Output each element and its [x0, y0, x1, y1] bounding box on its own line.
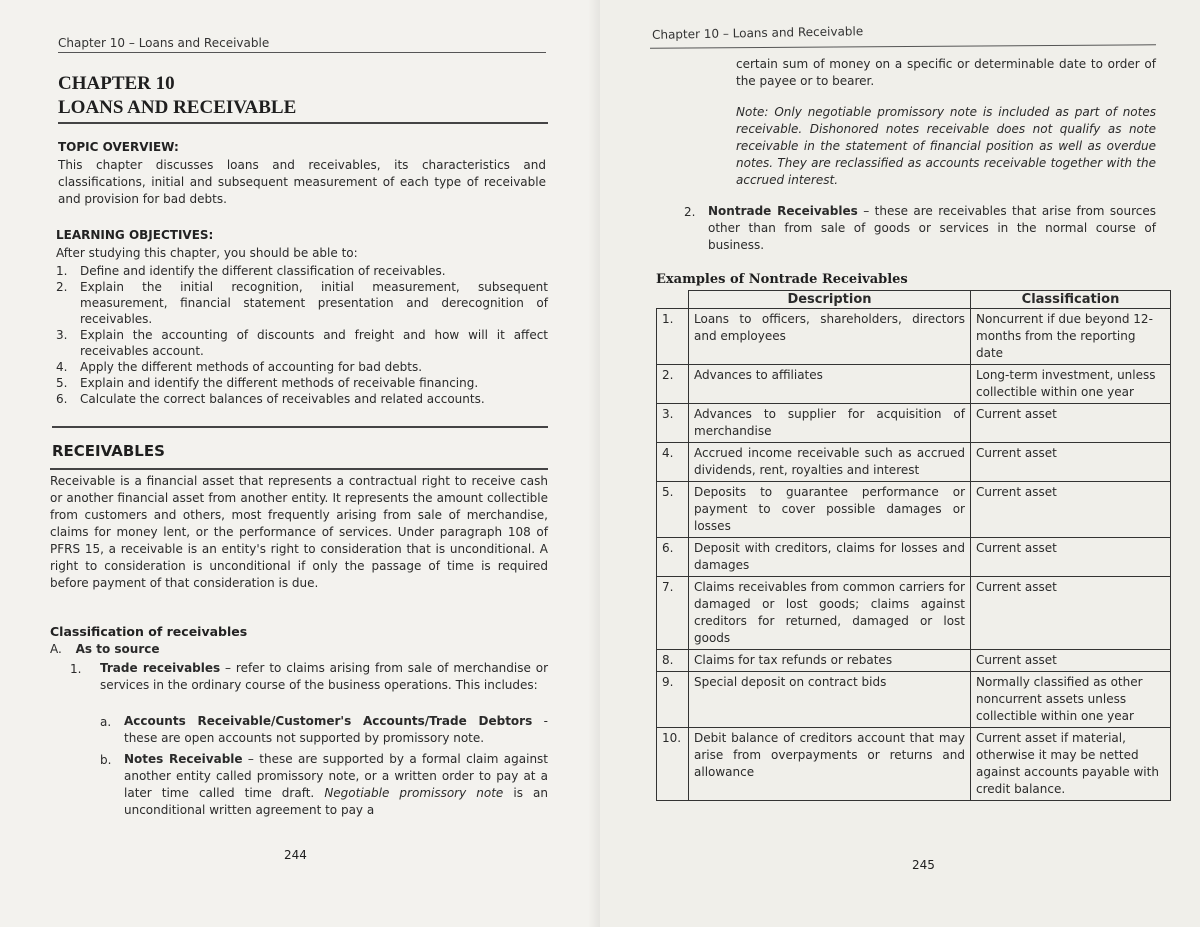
learning-objectives-intro: After studying this chapter, you should be able to:	[56, 246, 358, 260]
topic-overview-text: This chapter discusses loans and receivables, its characteristics and classifications, initial and subsequent measurement of each type of receivable and provision for bad debts.	[58, 158, 546, 206]
table-row: 2. Advances to affiliates Long-term investment, unless collectible within one year	[657, 365, 1171, 404]
table-row: 5. Deposits to guarantee performance or payment to cover possible damages or losses Current asset	[657, 482, 1171, 538]
title-rule	[58, 122, 548, 124]
chapter-title	[58, 72, 548, 120]
table-row: 6. Deposit with creditors, claims for losses and damages Current asset	[657, 538, 1171, 577]
running-head-left: Chapter 10 – Loans and Receivable	[58, 36, 270, 50]
list-item: 4. Apply the different methods of accounting for bad debts.	[56, 360, 423, 374]
table-row: 7. Claims receivables from common carriers for damaged or lost goods; claims against creditors for returned, damaged or lost goods Current asset	[657, 577, 1171, 650]
table-row: 10. Debit balance of creditors account that may arise from overpayments or returns and allowance Current asset if material, otherwise it may be netted against accounts payable with credit balance.	[657, 728, 1171, 801]
list-item: 2. Explain the initial recognition, initial measurement, subsequent measurement, financial statement presentation and derecognition of receivables.	[56, 280, 548, 326]
header-number	[657, 291, 689, 309]
header-classification: Classification	[971, 291, 1171, 309]
item-b-letter: b.	[100, 753, 112, 767]
table-row: 1. Loans to officers, shareholders, directors and employees Noncurrent if due beyond 12-months from the reporting date	[657, 309, 1171, 365]
page-number-left: 244	[284, 848, 307, 862]
promissory-note-continued: certain sum of money on a specific or determinable date to order of the payee or to bearer.	[736, 57, 1156, 88]
objectives-rule	[52, 426, 548, 428]
running-head-right: Chapter 10 – Loans and Receivable	[651, 24, 864, 42]
as-to-source: A. As to source	[50, 642, 160, 656]
list-item: 3. Explain the accounting of discounts and freight and how will it affect receivables account.	[56, 328, 548, 358]
learning-objectives-list	[52, 263, 548, 407]
list-item: 6. Calculate the correct balances of receivables and related accounts.	[56, 392, 485, 406]
table-header-row	[657, 291, 1171, 309]
notes-receivable-text: Notes Receivable – these are supported by a formal claim against another entity called promissory note, or a written order to pay at a later time called time draft. Negotiable promissory note is an unconditional written agreement to pay a	[124, 752, 549, 817]
page-number-right: 245	[912, 858, 935, 872]
table-row: 9. Special deposit on contract bids Normally classified as other noncurrent assets unless collectible within one year	[657, 672, 1171, 728]
nontrade-receivables-text: Nontrade Receivables – these are receivables that arise from sources other than from sale of goods or services in the normal course of business.	[708, 204, 1157, 252]
nontrade-num: 2.	[684, 205, 696, 219]
nontrade-receivables-table	[656, 290, 1171, 801]
classification-heading: Classification of receivables	[50, 624, 248, 639]
item-a-letter: a.	[100, 715, 112, 729]
table-row: 4. Accrued income receivable such as accrued dividends, rent, royalties and interest Current asset	[657, 443, 1171, 482]
accounts-receivable-text: Accounts Receivable/Customer's Accounts/Trade Debtors - these are open accounts not supported by promissory note.	[124, 714, 548, 745]
header-description: Description	[689, 291, 971, 309]
chapter-label: CHAPTER 10	[58, 73, 175, 94]
trade-num: 1.	[70, 662, 82, 676]
note-text: Note: Only negotiable promissory note is included as part of notes receivable. Dishonored notes receivable does not qualify as note receivable in the statement of financial position as well as overdue notes. They are reclassified as accounts receivable together with the accrued interest.	[736, 105, 1156, 187]
topic-overview-heading: TOPIC OVERVIEW:	[58, 140, 179, 154]
table-row: 3. Advances to supplier for acquisition of merchandise Current asset	[657, 404, 1171, 443]
chapter-name: LOANS AND RECEIVABLE	[58, 97, 297, 118]
trade-receivables-text: Trade receivables – refer to claims arising from sale of merchandise or services in the ordinary course of the business operations. This includes:	[100, 661, 548, 692]
receivables-rule	[50, 468, 548, 470]
header-rule-left	[58, 52, 546, 53]
list-item: 1. Define and identify the different classification of receivables.	[56, 264, 446, 278]
table-row: 8. Claims for tax refunds or rebates Current asset	[657, 650, 1171, 672]
table-caption: Examples of Nontrade Receivables	[656, 272, 908, 287]
receivables-heading: RECEIVABLES	[52, 442, 165, 460]
learning-objectives-heading: LEARNING OBJECTIVES:	[56, 228, 214, 242]
receivables-definition: Receivable is a financial asset that represents a contractual right to receive cash or another financial asset from another entity. It represents the amount collectible from customers and others, most frequently arising from sale of merchandise, claims for money lent, or the performance of services. Under paragraph 108 of PFRS 15, a receivable is an entity's right to consideration that is unconditional. A right to consideration is unconditional if only the passage of time is required before payment of that consideration is due.	[50, 474, 548, 590]
list-item: 5. Explain and identify the different methods of receivable financing.	[56, 376, 479, 390]
